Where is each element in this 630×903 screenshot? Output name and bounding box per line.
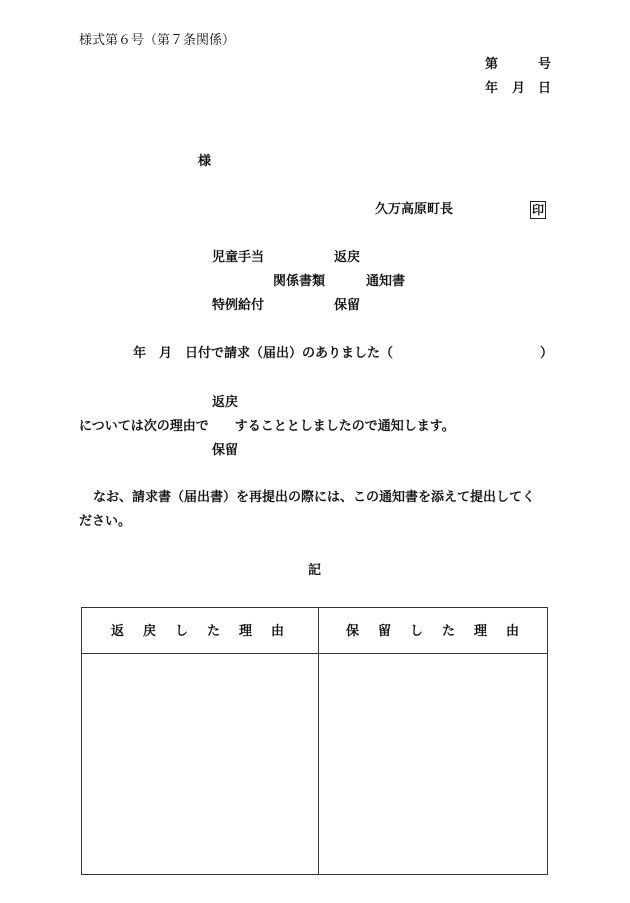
body-note-line2: ださい。 [79,514,132,529]
date-year: 年 [485,81,499,96]
title-tokurei-kyufu: 特例給付 [212,298,265,313]
body-request-close-paren: ） [540,346,554,361]
title-kankei-shorui: 関係書類 [273,274,326,289]
date-day: 日 [538,81,552,96]
title-jido-teate: 児童手当 [212,250,265,265]
table-header-henrei-reason: 返戻した理由 [111,624,304,639]
table-cell-henrei-reason [82,654,318,874]
table-cell-horyu-reason [319,654,547,874]
form-number: 様式第６号（第７条関係） [79,33,236,48]
addressee-sama: 様 [198,154,212,169]
body-option-henrei: 返戻 [212,395,239,410]
doc-number-dai: 第 [485,57,499,72]
seal-stamp: 印 [531,203,544,217]
table-header-horyu-reason: 保留した理由 [346,624,539,639]
title-option-horyu: 保留 [334,298,361,313]
body-note-line1: なお、請求書（届出書）を再提出の際には、この通知書を添えて提出してく [93,490,536,505]
title-option-henrei: 返戻 [334,250,361,265]
title-tsuchisho: 通知書 [366,274,406,289]
ki-heading: 記 [308,563,322,578]
body-request-date-line: 年 月 日付で請求（届出）のありました（ [133,346,394,361]
body-option-horyu: 保留 [212,443,239,458]
body-main-sentence: については次の理由で することとしましたので通知します。 [79,419,455,434]
reasons-table [81,607,548,875]
date-month: 月 [512,81,526,96]
issuer-name: 久万高原町長 [375,202,454,217]
doc-number-go: 号 [538,57,552,72]
